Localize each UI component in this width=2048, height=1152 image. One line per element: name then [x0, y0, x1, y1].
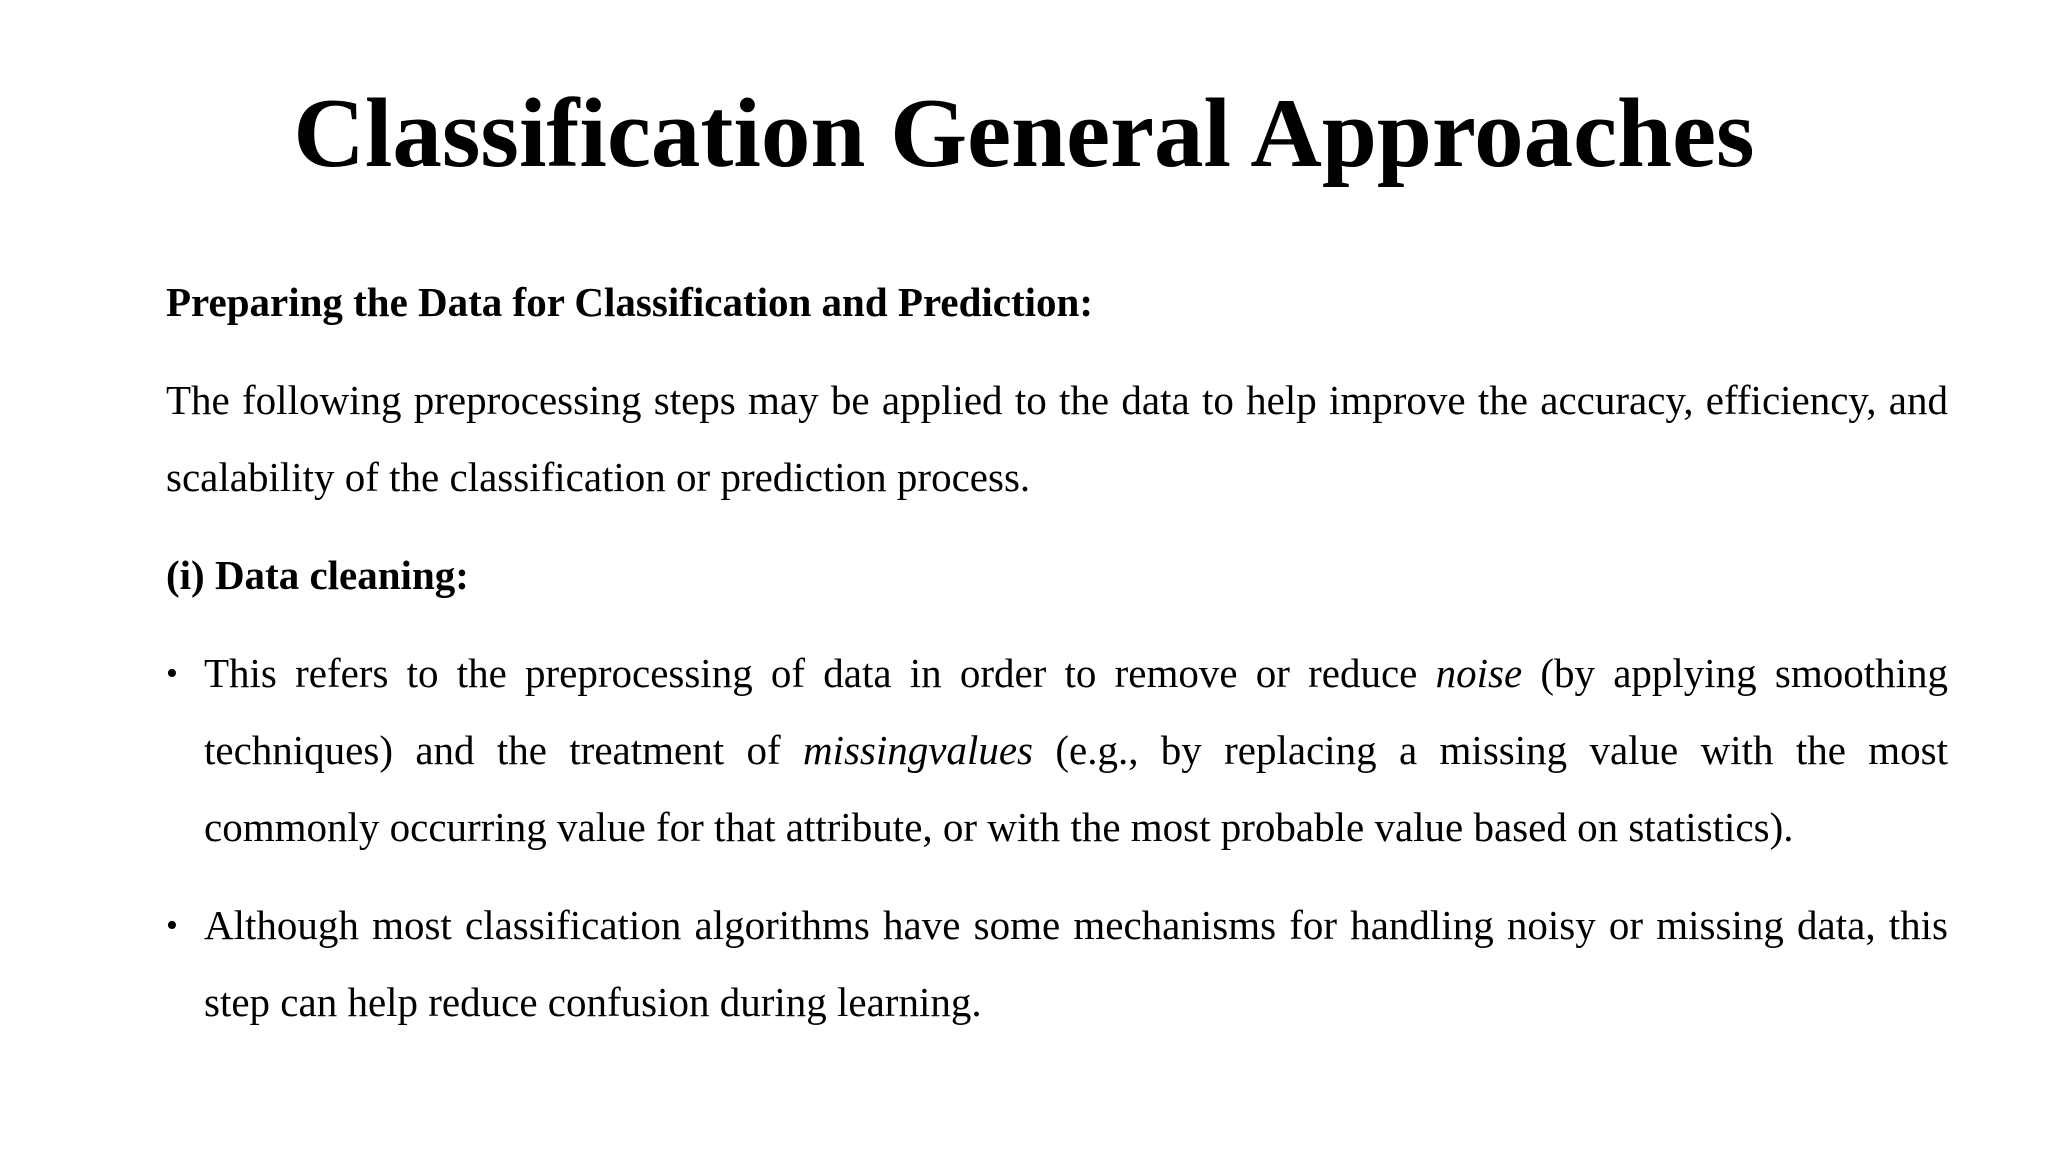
bullet-1-text-part2: (by applying smoothing techniques) and the treatment of [204, 650, 1949, 773]
slide-title: Classification General Approaches [293, 79, 1755, 188]
section-heading: Preparing the Data for Classification and Prediction: [166, 279, 1094, 325]
bullet-text-1 [204, 650, 1948, 850]
bullet-1-emphasis-noise: noise [1435, 650, 1523, 696]
intro-paragraph: The following preprocessing steps may be applied to the data to help improve the accuracy, efficiency, and scalability of the classification or prediction process. [166, 377, 1948, 500]
bullet-icon: • [166, 907, 178, 944]
bullet-1-text-part1: This refers to the preprocessing of data in order to remove or reduce [204, 650, 1436, 696]
bullet-1-emphasis-missingvalues: missingvalues [802, 727, 1033, 773]
bullet-list [166, 635, 1948, 1041]
bullet-text-2: Although most classification algorithms have some mechanisms for handling noisy or missing data, this step can help reduce confusion during learning. [204, 902, 1948, 1025]
bullet-item-2 [166, 887, 1948, 1041]
bullet-1-text-part3: (e.g., by replacing a missing value with the most commonly occurring value for that attribute, or with the most probable value based on statistics). [204, 727, 1948, 850]
subsection-heading: (i) Data cleaning: [166, 552, 469, 598]
bullet-icon: • [166, 655, 178, 692]
bullet-item-1 [166, 635, 1948, 866]
slide-content [166, 264, 1948, 1062]
